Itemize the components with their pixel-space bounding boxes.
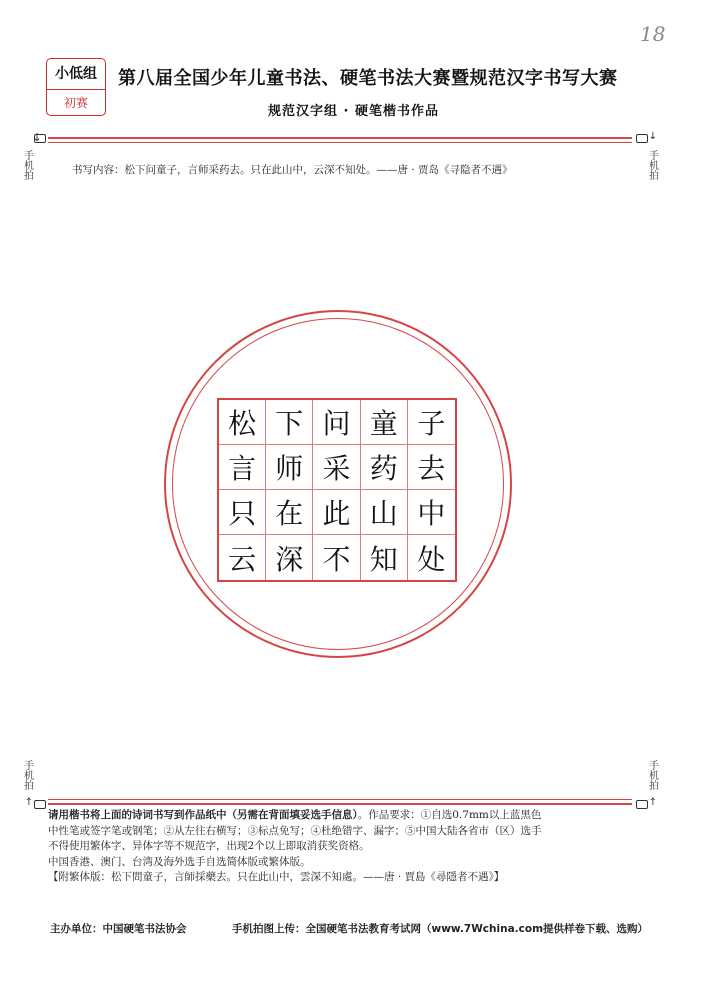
grid-cell: 处 <box>417 542 446 576</box>
side-label-text: 手机拍 <box>646 760 658 790</box>
grid-cell: 子 <box>408 400 455 445</box>
instructions-bold-text: 请用楷书将上面的诗词书写到作品纸中（另需在背面填妥选手信息） <box>48 809 358 821</box>
instructions-text: 。作品要求：①自选0.7mm以上蓝黑色 <box>357 809 542 821</box>
grid-cell: 此 <box>313 490 360 535</box>
page-subtitle: 规范汉字组 · 硬笔楷书作品 <box>268 104 439 119</box>
grid-cell: 中 <box>408 490 455 535</box>
side-label-top-right <box>645 150 659 183</box>
instructions-line-5: 【附繁体版：松下問童子，言師採藥去。只在此山中，雲深不知處。——唐 · 賈島《尋隱者不遇》】 <box>48 871 505 883</box>
side-label-text: 手机拍 <box>646 150 658 180</box>
organizer: 主办单位：中国硬笔书法协会 <box>50 923 187 935</box>
grid-cell: 问 <box>313 400 360 445</box>
writing-content: 书写内容：松下问童子，言师采药去。只在此山中，云深不知处。——唐 · 贾岛《寻隐者不遇》 <box>72 164 513 176</box>
instructions-line-3: 不得使用繁体字、异体字等不规范字，出现2个以上即取消获奖资格。 <box>48 840 370 852</box>
upload-info: 手机拍图上传：全国硬笔书法教育考试网（www.7Wchina.com提供样卷下载、选购） <box>232 923 649 935</box>
badge-group: 小低组 <box>47 59 105 90</box>
side-label-top-left <box>20 150 34 183</box>
grid-cell: 只 <box>219 490 266 535</box>
top-rule-thin <box>48 142 632 143</box>
badge-stage: 初赛 <box>63 96 88 110</box>
instructions-line-2: 中性笔或签字笔或钢笔；②从左往右横写；③标点免写；④杜绝错字、漏字；⑤中国大陆各省市（区）选手 <box>48 824 542 837</box>
arrow-up-icon: ↑ <box>648 797 658 808</box>
top-rule <box>48 137 632 139</box>
calligraphy-grid <box>217 398 457 582</box>
grid-cell: 童 <box>361 400 408 445</box>
page-title: 第八届全国少年儿童书法、硬笔书法大赛暨规范汉字书写大赛 <box>118 68 618 89</box>
instructions <box>48 808 668 886</box>
arrow-down-icon: ↓ <box>32 131 42 144</box>
grid-cell: 在 <box>266 490 313 535</box>
bottom-rule-thin <box>48 799 632 800</box>
arrow-up-icon: ↑ <box>24 797 34 808</box>
camera-icon <box>636 134 648 143</box>
page-number: 18 <box>640 22 666 46</box>
grid-cell: 药 <box>361 445 408 490</box>
grid-cell: 松 <box>219 400 266 445</box>
grid-cell: 不 <box>313 535 360 580</box>
grid-cell: 采 <box>313 445 360 490</box>
instructions-line-1 <box>48 808 668 824</box>
grid-cell: 师 <box>266 445 313 490</box>
grid-cell: 言 <box>219 445 266 490</box>
side-label-bottom-left <box>20 760 34 793</box>
grid-cell: 去 <box>408 445 455 490</box>
instructions-line-4: 中国香港、澳门、台湾及海外选手自选简体版或繁体版。 <box>48 855 311 868</box>
camera-icon <box>34 800 46 809</box>
bottom-rule <box>48 803 632 805</box>
grid-cell: 下 <box>266 400 313 445</box>
side-label-text: 手机拍 <box>21 760 33 790</box>
camera-icon <box>34 134 46 143</box>
grid-cell: 知 <box>361 535 408 580</box>
side-label-text: 手机拍 <box>21 150 33 180</box>
arrow-down-icon: ↓ <box>648 131 658 142</box>
grid-cell: 云 <box>219 535 266 580</box>
grid-cell: 山 <box>361 490 408 535</box>
side-label-bottom-right <box>645 760 659 793</box>
grid-cell: 深 <box>266 535 313 580</box>
